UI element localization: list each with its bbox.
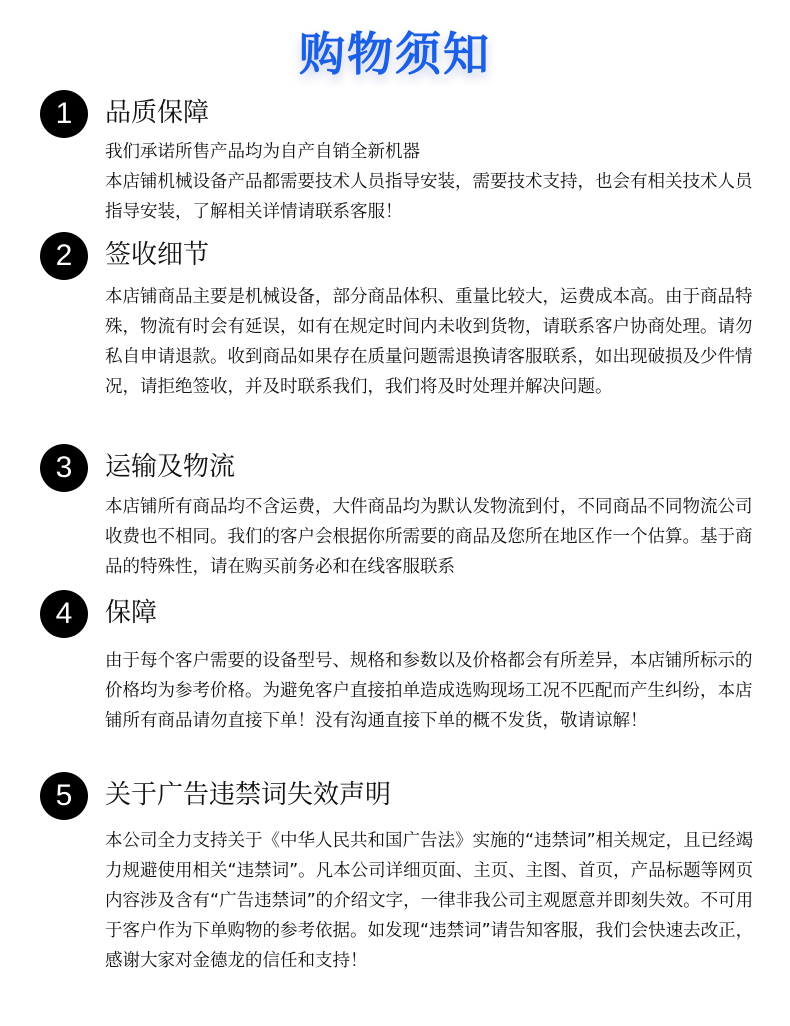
section-heading: 运输及物流	[105, 452, 236, 482]
number-badge: 1	[40, 90, 88, 138]
section-body: 我们承诺所售产品均为自产自销全新机器 本店铺机械设备产品都需要技术人员指导安装，需要技术支持，也会有相关技术人员指导安装，了解相关详情请联系客服！	[105, 142, 753, 222]
number-badge: 3	[40, 444, 88, 492]
section-heading: 保障	[105, 598, 158, 628]
number-badge: 2	[40, 232, 88, 280]
section-heading: 关于广告违禁词失效声明	[105, 780, 392, 810]
section-heading: 品质保障	[105, 98, 210, 128]
section-body: 本店铺所有商品均不含运费，大件商品均为默认发物流到付，不同商品不同物流公司收费也不相同。我们的客户会根据你所需要的商品及您所在地区作一个估算。基于商品的特殊性，请在购买前务必和在线客服联系	[105, 497, 753, 577]
section-heading: 签收细节	[105, 240, 210, 270]
number-badge: 5	[40, 772, 88, 820]
section-body: 由于每个客户需要的设备型号、规格和参数以及价格都会有所差异，本店铺所标示的价格均为参考价格。为避免客户直接拍单造成选购现场工况不匹配而产生纠纷，本店铺所有商品请勿直接下单！没有沟通直接下单的概不发货，敬请谅解！	[105, 651, 753, 731]
page-title: 购物须知	[299, 27, 491, 81]
section-body: 本公司全力支持关于《中华人民共和国广告法》实施的“违禁词”相关规定，且已经竭力规避使用相关“违禁词”。凡本公司详细页面、主页、主图、首页，产品标题等网页内容涉及含有“广告违禁词”的介绍文字，一律非我公司主观愿意并即刻失效。不可用于客户作为下单购物的参考依据。如发现“违禁词”请告知客服，我们会快速去改正，感谢大家对金德龙的信任和支持！	[105, 831, 754, 971]
number-badge: 4	[40, 590, 88, 638]
section-body: 本店铺商品主要是机械设备，部分商品体积、重量比较大，运费成本高。由于商品特殊，物流有时会有延误，如有在规定时间内未收到货物，请联系客户协商处理。请勿私自申请退款。收到商品如果存在质量问题需退换请客服联系，如出现破损及少件情况，请拒绝签收，并及时联系我们，我们将及时处理并解决问题。	[105, 287, 753, 397]
